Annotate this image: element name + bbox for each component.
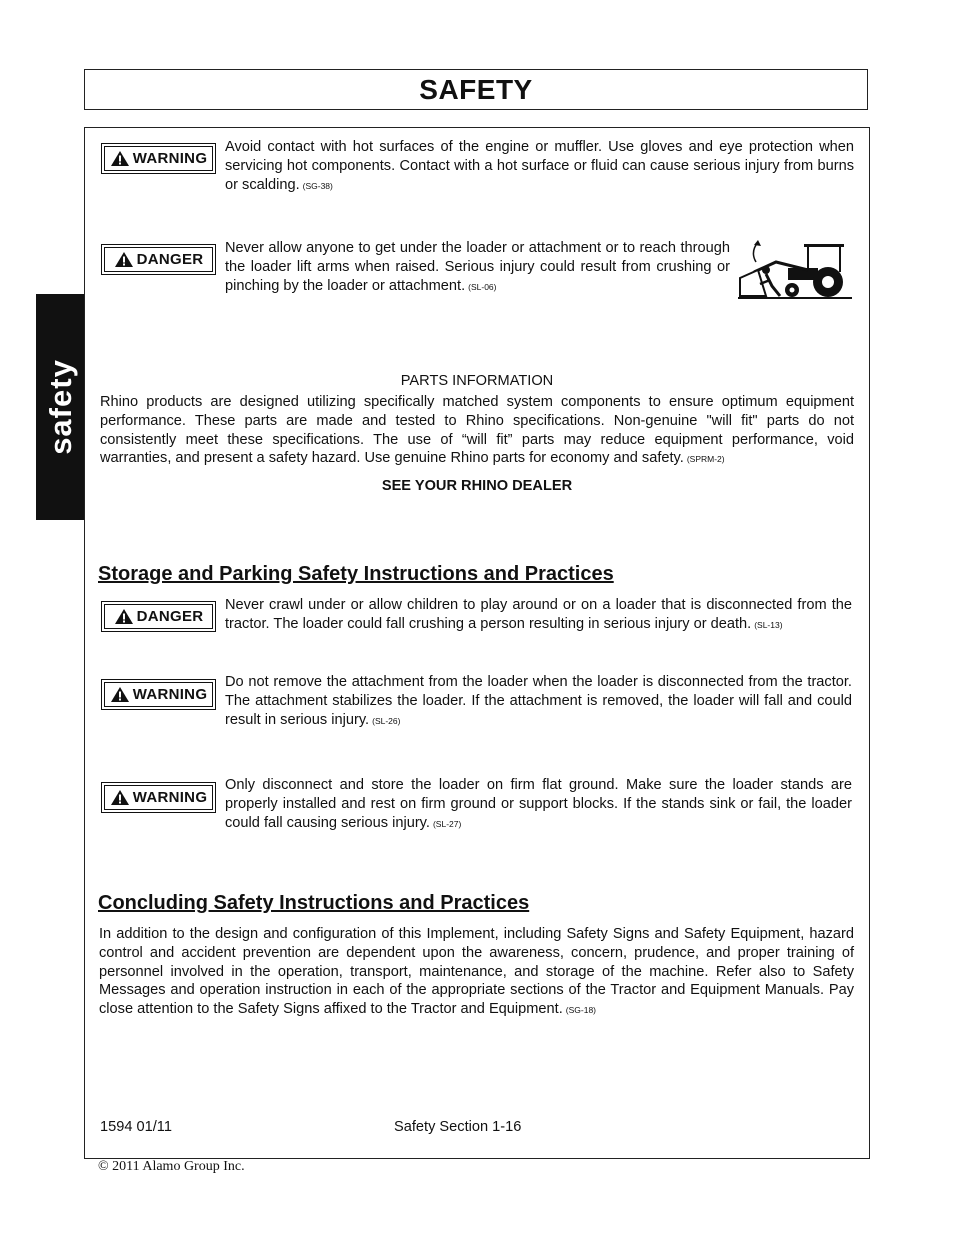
storage-heading: Storage and Parking Safety Instructions and Practices xyxy=(98,563,614,585)
message-sg38 xyxy=(225,138,854,195)
badge-label: WARNING xyxy=(132,686,208,703)
warning-badge xyxy=(101,679,216,710)
warning-triangle-icon xyxy=(110,686,130,703)
side-tab xyxy=(36,294,85,520)
concluding-code: (SG-18) xyxy=(565,1005,597,1016)
parts-paragraph xyxy=(100,393,854,469)
tractor-loader-hazard-icon xyxy=(736,240,854,302)
message-text: Avoid contact with hot surfaces of the engine or muffler. Use gloves and eye protection when servicing hot components. Contact with a hot surface or fluid can cause serious injury from burns or scalding. xyxy=(225,139,854,193)
page-title: SAFETY xyxy=(419,73,533,105)
warning-badge xyxy=(101,782,216,813)
badge-label: WARNING xyxy=(132,789,208,806)
message-sl13 xyxy=(225,596,852,635)
page-title-box xyxy=(84,69,868,110)
badge-label: WARNING xyxy=(132,150,208,167)
message-sl27 xyxy=(225,776,852,833)
message-sl06 xyxy=(225,239,730,296)
message-code: (SL-27) xyxy=(432,818,462,829)
message-text: Only disconnect and store the loader on firm flat ground. Make sure the loader stands are properly installed and rest on firm ground or support blocks. If the stands sink or fail, the loader could fall causing serious injury. xyxy=(225,777,852,831)
warning-badge xyxy=(101,143,216,174)
concluding-paragraph xyxy=(99,925,854,1020)
dealer-note: SEE YOUR RHINO DEALER xyxy=(381,478,573,494)
warning-triangle-icon xyxy=(114,251,134,268)
message-text: Never allow anyone to get under the loader or attachment or to reach through the loader lift arms when raised. Serious injury could result from crushing or pinching by the loader or attachment. xyxy=(225,240,730,294)
side-tab-label: safety xyxy=(42,359,78,455)
warning-triangle-icon xyxy=(114,608,134,625)
parts-code: (SPRM-2) xyxy=(686,454,725,465)
concluding-heading: Concluding Safety Instructions and Practices xyxy=(98,892,530,914)
footer-manual-number: 1594 01/11 xyxy=(100,1119,172,1135)
danger-badge xyxy=(101,244,216,275)
concluding-text: In addition to the design and configuration of this Implement, including Safety Signs and Safety Equipment, hazard control and accident prevention are dependent upon the awareness, concern, prudence, and proper training of personnel involved in the operation, transport, maintenance, and storage of the machine. Refer also to Safety Messages and operation instruction in each of the appropriate sections of the Tractor and Equipment Manuals. Pay close attention to the Safety Signs affixed to the Tractor and Equipment. xyxy=(99,926,854,1018)
badge-label: DANGER xyxy=(136,608,204,625)
message-code: (SL-26) xyxy=(372,715,401,726)
copyright: © 2011 Alamo Group Inc. xyxy=(98,1159,245,1174)
warning-triangle-icon xyxy=(110,789,130,806)
footer-section: Safety Section 1-16 xyxy=(394,1119,522,1135)
message-code: (SL-13) xyxy=(754,619,783,630)
message-code: (SG-38) xyxy=(302,180,333,191)
message-sl26 xyxy=(225,673,852,730)
message-text: Do not remove the attachment from the loader when the loader is disconnected from the tractor. The attachment stabilizes the loader. If the attachment is removed, the loader will fall and could result in serious injury. xyxy=(225,674,852,728)
message-code: (SL-06) xyxy=(468,281,497,292)
warning-triangle-icon xyxy=(110,150,130,167)
message-text: Never crawl under or allow children to play around or on a loader that is disconnected from the tractor. The loader could fall crushing a person resulting in serious injury or death. xyxy=(225,597,852,632)
badge-label: DANGER xyxy=(136,251,204,268)
parts-text: Rhino products are designed utilizing specifically matched system components to ensure optimum equipment performance. These parts are made and tested to Rhino specifications. Non-genuine "will fit" parts do not consistently meet these specifications. The use of “will fit” parts may reduce equipment performance, void warranties, and present a safety hazard. Use genuine Rhino parts for economy and safety. xyxy=(100,394,854,467)
parts-heading: PARTS INFORMATION xyxy=(400,373,554,389)
danger-badge xyxy=(101,601,216,632)
